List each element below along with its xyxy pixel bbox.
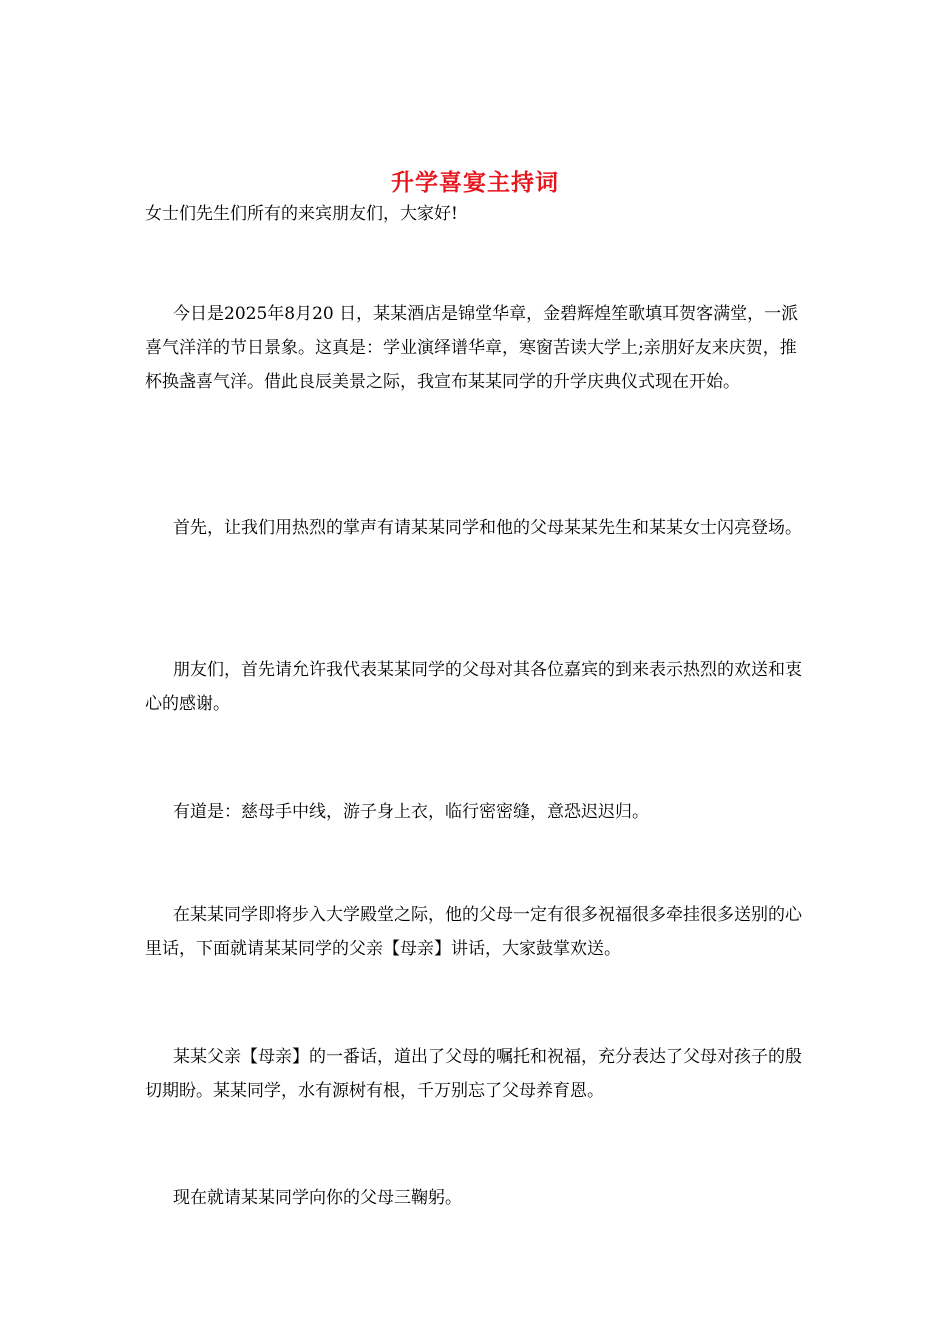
paragraph-3: 朋友们，首先请允许我代表某某同学的父母对其各位嘉宾的到来表示热烈的欢送和衷心的感谢。 [145, 660, 802, 714]
paragraph-4: 有道是：慈母手中线，游子身上衣，临行密密缝，意恐迟迟归。 [173, 802, 649, 822]
document-title: 升学喜宴主持词 [391, 169, 559, 197]
greeting-paragraph: 女士们先生们所有的来宾朋友们，大家好! [145, 204, 458, 224]
paragraph-6: 某某父亲【母亲】的一番话，道出了父母的嘱托和祝福，充分表达了父母对孩子的殷切期盼。某某同学，水有源树有根，千万别忘了父母养育恩。 [145, 1047, 802, 1101]
paragraph-5: 在某某同学即将步入大学殿堂之际，他的父母一定有很多祝福很多牵挂很多送别的心里话，下面就请某某同学的父亲【母亲】讲话，大家鼓掌欢送。 [145, 905, 802, 959]
paragraph-2: 首先，让我们用热烈的掌声有请某某同学和他的父母某某先生和某某女士闪亮登场。 [173, 518, 802, 538]
paragraph-1: 今日是2025年8月20 日，某某酒店是锦堂华章，金碧辉煌笙歌填耳贺客满堂，一派喜气洋洋的节日景象。这真是：学业演绎谱华章，寒窗苦读大学上;亲朋好友来庆贺，推杯换盏喜气洋。借此良辰美景之际，我宣布某某同学的升学庆典仪式现在开始。 [145, 304, 799, 392]
paragraph-7: 现在就请某某同学向你的父母三鞠躬。 [173, 1188, 462, 1208]
